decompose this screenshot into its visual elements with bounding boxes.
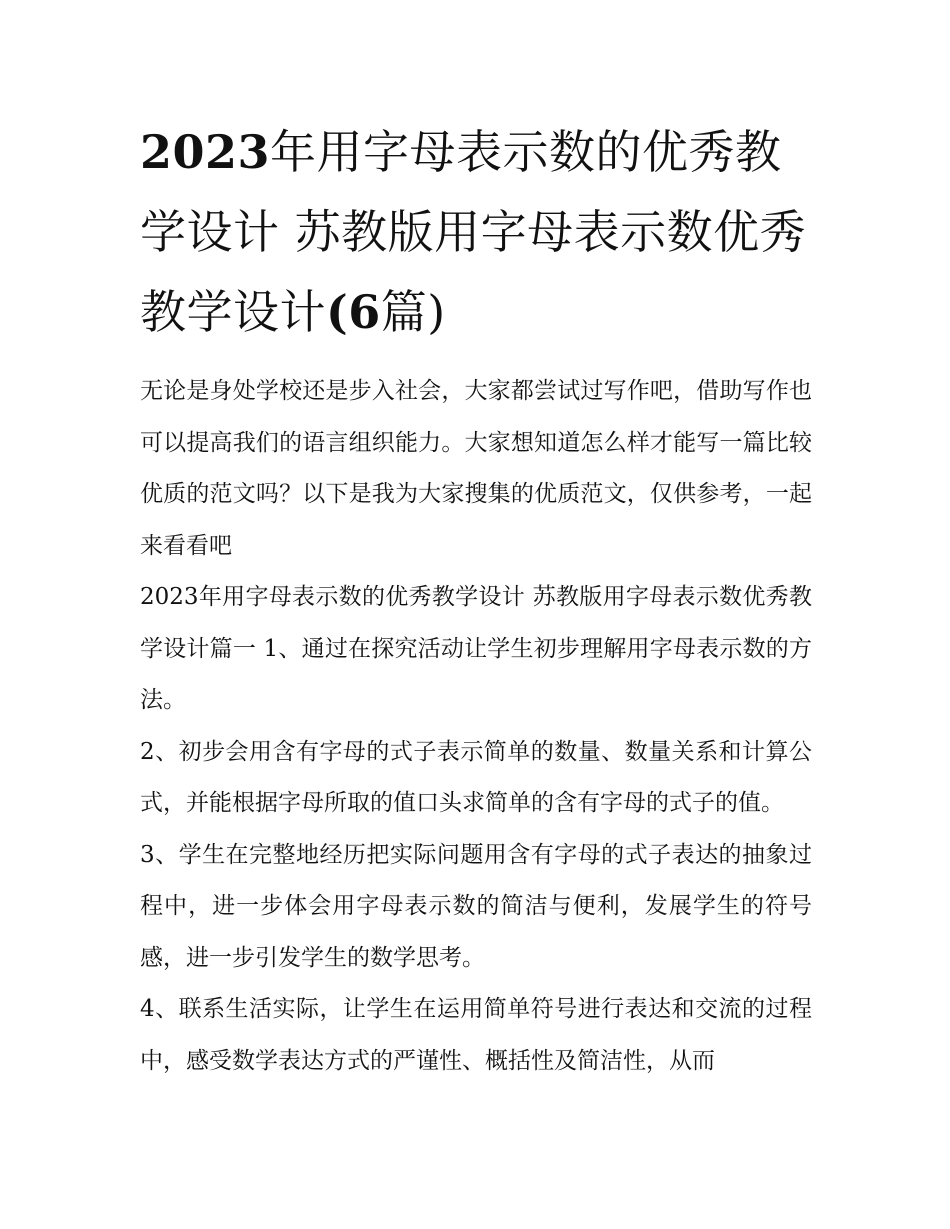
title-count: (6: [326, 285, 381, 339]
title-year: 2023: [140, 125, 271, 179]
document-content: [140, 112, 812, 1087]
objective-2-paragraph: 2、初步会用含有字母的式子表示简单的数量、数量关系和计算公式，并能根据字母所取的值口头求简单的含有字母的式子的值。: [140, 738, 812, 816]
title-end: 篇): [380, 285, 446, 339]
title-text: 年用字母表示数的优秀教学设计 苏教版用字母表示数优秀教学设计: [140, 125, 807, 339]
document-title: [140, 112, 812, 352]
objective-4-paragraph: 4、联系生活实际，让学生在运用简单符号进行表达和交流的过程中，感受数学表达方式的严谨性、概括性及简洁性，从而: [140, 996, 812, 1074]
objective-3-paragraph: 3、学生在完整地经历把实际问题用含有字母的式子表达的抽象过程中，进一步体会用字母表示数的简洁与便利，发展学生的符号感，进一步引发学生的数学思考。: [140, 841, 812, 971]
intro-paragraph: 无论是身处学校还是步入社会，大家都尝试过写作吧，借助写作也可以提高我们的语言组织能力。大家想知道怎么样才能写一篇比较优质的范文吗？以下是我为大家搜集的优质范文，仅供参考，一起来看看吧: [140, 378, 812, 559]
section-heading-paragraph: 2023年用字母表示数的优秀教学设计 苏教版用字母表示数优秀教学设计篇一 1、通过在探究活动让学生初步理解用字母表示数的方法。: [140, 584, 812, 713]
